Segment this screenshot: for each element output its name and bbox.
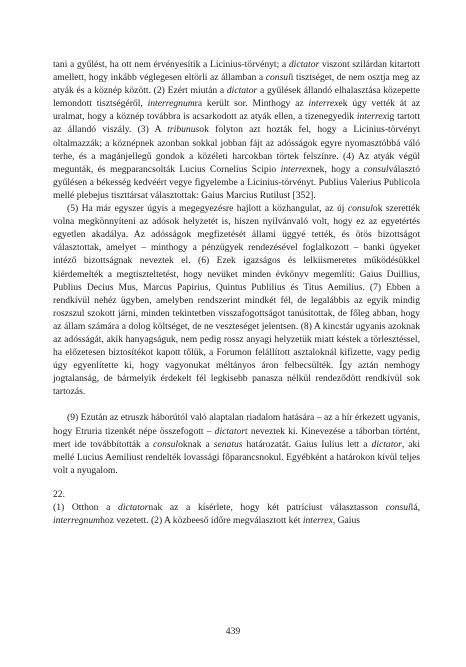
italic-term: consul [385, 502, 411, 513]
chapter-number: 22. [53, 488, 65, 500]
italic-term: dictator [371, 438, 402, 450]
paragraph-3: (9) Ezután az etruszk háborútól való alaptalan riadalom hatására – az a hír érkezett ugyanis, hogy Etruria tizenkét népe összefogott – dictatort neveztek ki. Kinevezése a táborban történt, mert ide továbbították a consuloknak a senatus határozatát. Gaius Iulius lett a dictator, aki mellé Lucius Aemiliust rendelték lovassági főparancsnokul. Egyébként a határokon kívül teljes volt a nyugalom. [53, 412, 420, 476]
italic-term: interrex [356, 111, 387, 123]
italic-term: dictator [288, 59, 320, 70]
italic-term: interrex [302, 515, 333, 527]
italic-term: consul [347, 203, 373, 215]
italic-term: senatus [213, 438, 243, 450]
paragraph-1: tani a gyűlést, ha ott nem érvényesítik a Licinius-törvényt; a dictator viszont szilárdan kitartott amellett, hogy inkább véglegesen eltörli az államban a consuli tisztséget, de nem osztja meg az atyák és a köznép között. (2) Ezért miután a dictator a gyűlések állandó elhalasztása közepette lemondott tisztségéről, interregnumra került sor. Minthogy az interrexek úgy vették át az uralmat, hogy a köznép továbbra is acsarkodott az atyák ellen, a tizenegyedik interrexig tartott az állandó viszály. (3) A tribunusok folyton azt hozták fel, hogy a Licinius-törvényt oltalmazzák; a köznépnek azonban sokkal jobban fájt az adósságok egyre nyomasztóbbá váló terhe, és a magánjellegű gondok a közéleti harcokban törtek felszínre. (4) Az atyák végül megunták, és megparancsolták Lucius Cornelius Scipio interrexnek, hogy a consulválasztó gyűlésen a békesség kedvéért vegye figyelembe a Licinius-törvényt. Publius Valerius Publicola mellé plebejus tiszttársat választottak: Gaius Marcius Rutilust [352]. [53, 59, 421, 201]
page-number: 439 [225, 626, 241, 637]
italic-term: dictator [214, 425, 246, 437]
italic-term: interregnum [53, 515, 101, 527]
italic-term: interrex [308, 98, 339, 110]
chapter-paragraph: (1) Otthon a dictatornak az a kísérlete, hogy két patríciust választasson consullá, interregnumhoz vezetett. (2) A közbeeső időre megválasztott két interrex, Gaius [53, 502, 420, 527]
paragraph-2: (5) Ha már egyszer úgyis a megegyezésre hajlott a közhangulat, az új consulok szerették volna megkönnyíteni az adósok helyzetét is, hiszen nyilvánvaló volt, hogy ez az egyetértés egyetlen akadálya. Az adósságok megfizetését állami üggyé tették, és ötös bizottságot választottak, amelyet – minthogy a pénzügyek rendezésével foglalkozott – banki ügyeket intéző bizottságnak neveztek el. (6) Ezek igazságos és lelkiismeretes működésükkel kiérdemelték a megtiszteltetést, hogy nevüket minden évkönyv megemlíti: Gaius Duillius, Publius Decius Mus, Marcus Papirius, Quintus Publilius és Titus Aemilius. (7) Ebben a rendkívül nehéz ügyben, amelyben rendszerint mindkét fél, de legalábbis az egyik mindig roszszul szokott járni, minden tekintetben visszafogottságot tanúsítottak, de főleg abban, hogy az állam számára a dolog költséget, de ne veszteséget jelentsen. (8) A kincstár ugyanis azoknak az adósságát, akik hanyagságuk, nem pedig rossz anyagi helyzetük miatt késtek a törlesztéssel, ha előzetesen biztosítékot kapott tőlük, a Forumon felállított asztaloknál kifizette, vagy pedig úgy egyenlítette ki, hogy vagyonukat méltányos áron felbecsülték. Így aztán nemhogy jogtalanság, de bármelyik érdekelt fél legkisebb panasza nélkül rendeződött rendkívül sok tartozás. [53, 203, 420, 398]
italic-term: interregnum [147, 98, 195, 110]
italic-term: consul [153, 438, 179, 450]
italic-term: dictator [118, 502, 149, 513]
italic-term: dictator [226, 85, 258, 97]
italic-term: interrex [280, 163, 311, 175]
chapter-section [53, 488, 420, 527]
italic-term: consul [363, 163, 389, 175]
italic-term: consul [265, 72, 291, 84]
body-text [53, 58, 420, 477]
italic-term: tribunus [167, 124, 200, 136]
